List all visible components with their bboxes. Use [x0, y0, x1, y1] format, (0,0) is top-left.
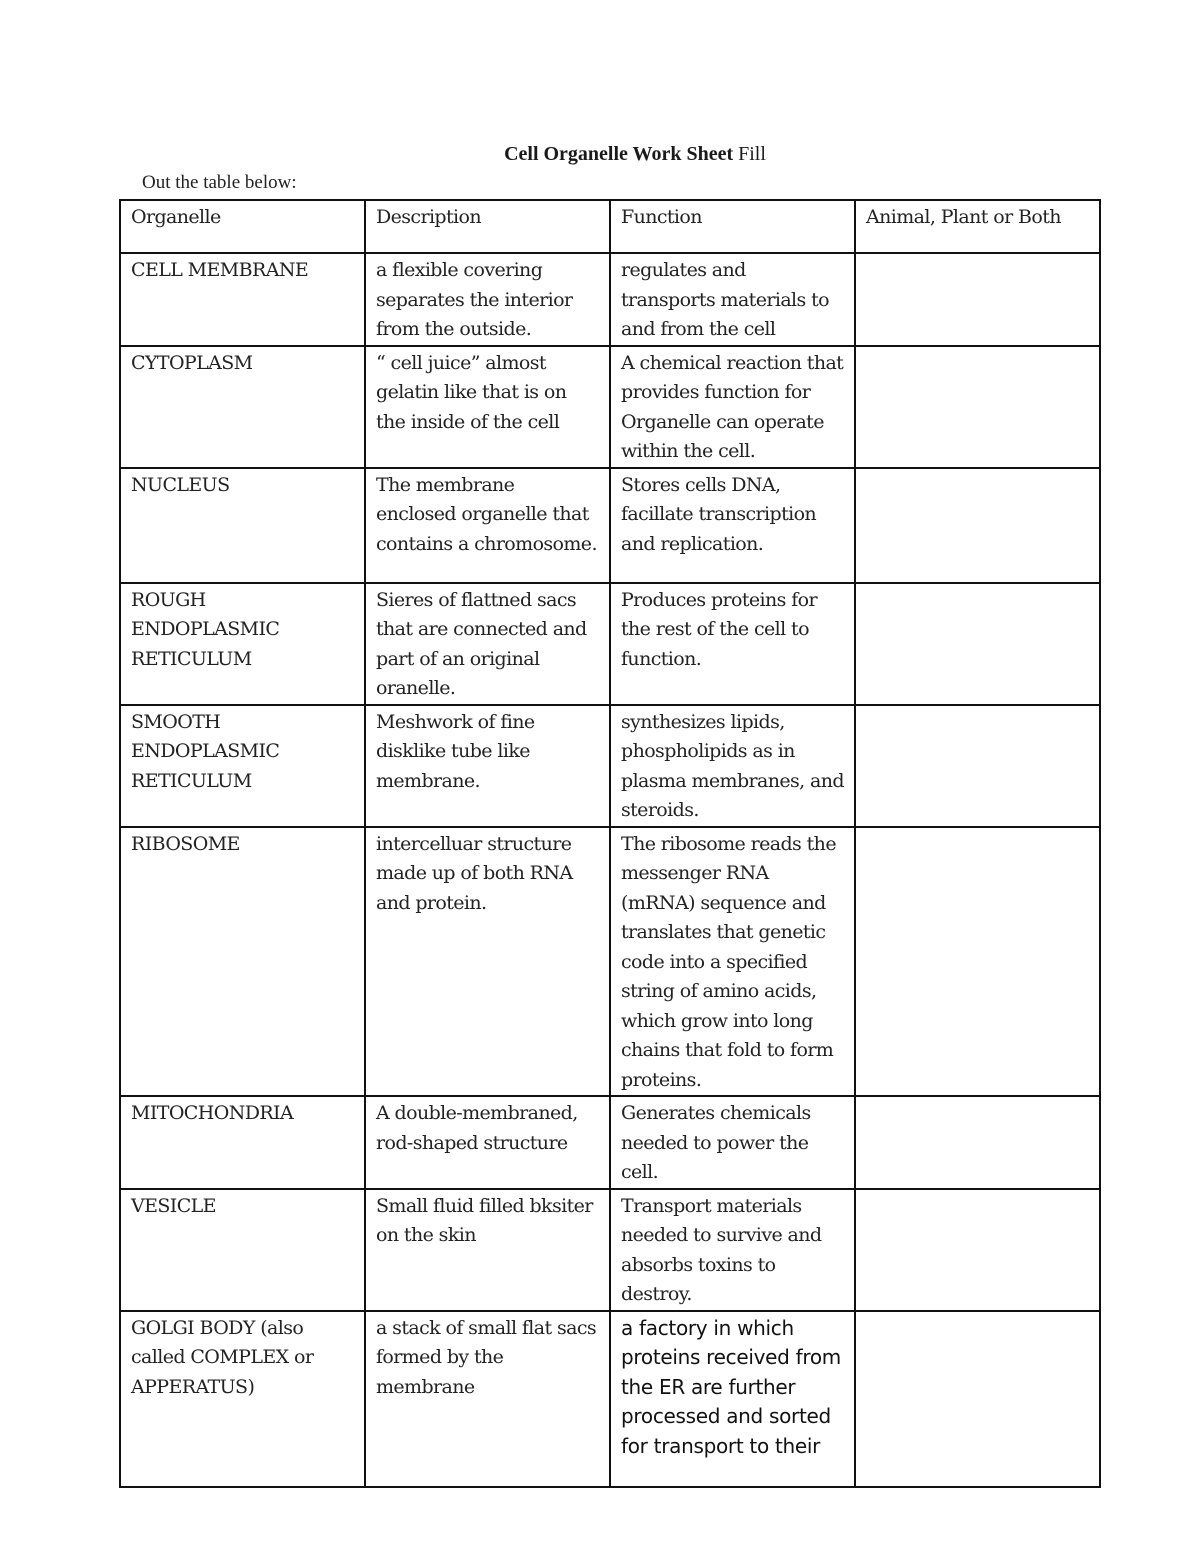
cell-function: synthesizes lipids, phospholipids as in plasma membranes, and steroids.	[610, 705, 855, 827]
cell-organelle: GOLGI BODY (also called COMPLEX or APPERATUS)	[120, 1311, 365, 1487]
cell-function: Stores cells DNA, facillate transcription and replication.	[610, 468, 855, 583]
cell-organelle: CYTOPLASM	[120, 346, 365, 468]
cell-organelle: MITOCHONDRIA	[120, 1096, 365, 1189]
cell-organelle: ROUGH ENDOPLASMIC RETICULUM	[120, 583, 365, 705]
header-function: Function	[610, 200, 855, 253]
worksheet-instructions: Out the table below:	[142, 172, 297, 193]
cell-description: “ cell juice” almost gelatin like that is on the inside of the cell	[365, 346, 610, 468]
organelle-table	[119, 199, 1101, 1488]
table-row	[120, 1096, 1100, 1189]
worksheet-title	[0, 143, 1200, 166]
cell-type[interactable]	[855, 253, 1100, 346]
cell-organelle: VESICLE	[120, 1189, 365, 1311]
cell-function: Generates chemicals needed to power the cell.	[610, 1096, 855, 1189]
cell-description: a stack of small flat sacs formed by the membrane	[365, 1311, 610, 1487]
cell-organelle: RIBOSOME	[120, 827, 365, 1097]
table-row	[120, 253, 1100, 346]
table-row	[120, 827, 1100, 1097]
title-bold: Cell Organelle Work Sheet	[504, 143, 734, 165]
table-header-row	[120, 200, 1100, 253]
cell-function: The ribosome reads the messenger RNA (mRNA) sequence and translates that genetic code into a specified string of amino acids, which grow into long chains that fold to form proteins.	[610, 827, 855, 1097]
table-row	[120, 1189, 1100, 1311]
table-row	[120, 1311, 1100, 1487]
cell-organelle: SMOOTH ENDOPLASMIC RETICULUM	[120, 705, 365, 827]
cell-organelle: CELL MEMBRANE	[120, 253, 365, 346]
cell-type[interactable]	[855, 827, 1100, 1097]
cell-description: A double-membraned, rod-shaped structure	[365, 1096, 610, 1189]
cell-function: regulates and transports materials to and from the cell	[610, 253, 855, 346]
cell-type[interactable]	[855, 1311, 1100, 1487]
cell-description: Small fluid filled bksiter on the skin	[365, 1189, 610, 1311]
header-description: Description	[365, 200, 610, 253]
cell-description: a flexible covering separates the interior from the outside.	[365, 253, 610, 346]
table-row	[120, 705, 1100, 827]
table-row	[120, 346, 1100, 468]
cell-description: intercelluar structure made up of both RNA and protein.	[365, 827, 610, 1097]
cell-description: The membrane enclosed organelle that contains a chromosome.	[365, 468, 610, 583]
cell-type[interactable]	[855, 583, 1100, 705]
cell-function: Transport materials needed to survive and absorbs toxins to destroy.	[610, 1189, 855, 1311]
cell-function: a factory in which proteins received from the ER are further processed and sorted for transport to their	[610, 1311, 855, 1487]
cell-type[interactable]	[855, 346, 1100, 468]
cell-description: Meshwork of fine disklike tube like membrane.	[365, 705, 610, 827]
cell-function: A chemical reaction that provides function for Organelle can operate within the cell.	[610, 346, 855, 468]
table-row	[120, 583, 1100, 705]
table-row	[120, 468, 1100, 583]
title-rest: Fill	[738, 143, 766, 165]
cell-organelle: NUCLEUS	[120, 468, 365, 583]
header-type: Animal, Plant or Both	[855, 200, 1100, 253]
cell-type[interactable]	[855, 1189, 1100, 1311]
cell-type[interactable]	[855, 468, 1100, 583]
header-organelle: Organelle	[120, 200, 365, 253]
cell-function: Produces proteins for the rest of the cell to function.	[610, 583, 855, 705]
cell-type[interactable]	[855, 705, 1100, 827]
cell-description: Sieres of flattned sacs that are connected and part of an original oranelle.	[365, 583, 610, 705]
cell-type[interactable]	[855, 1096, 1100, 1189]
